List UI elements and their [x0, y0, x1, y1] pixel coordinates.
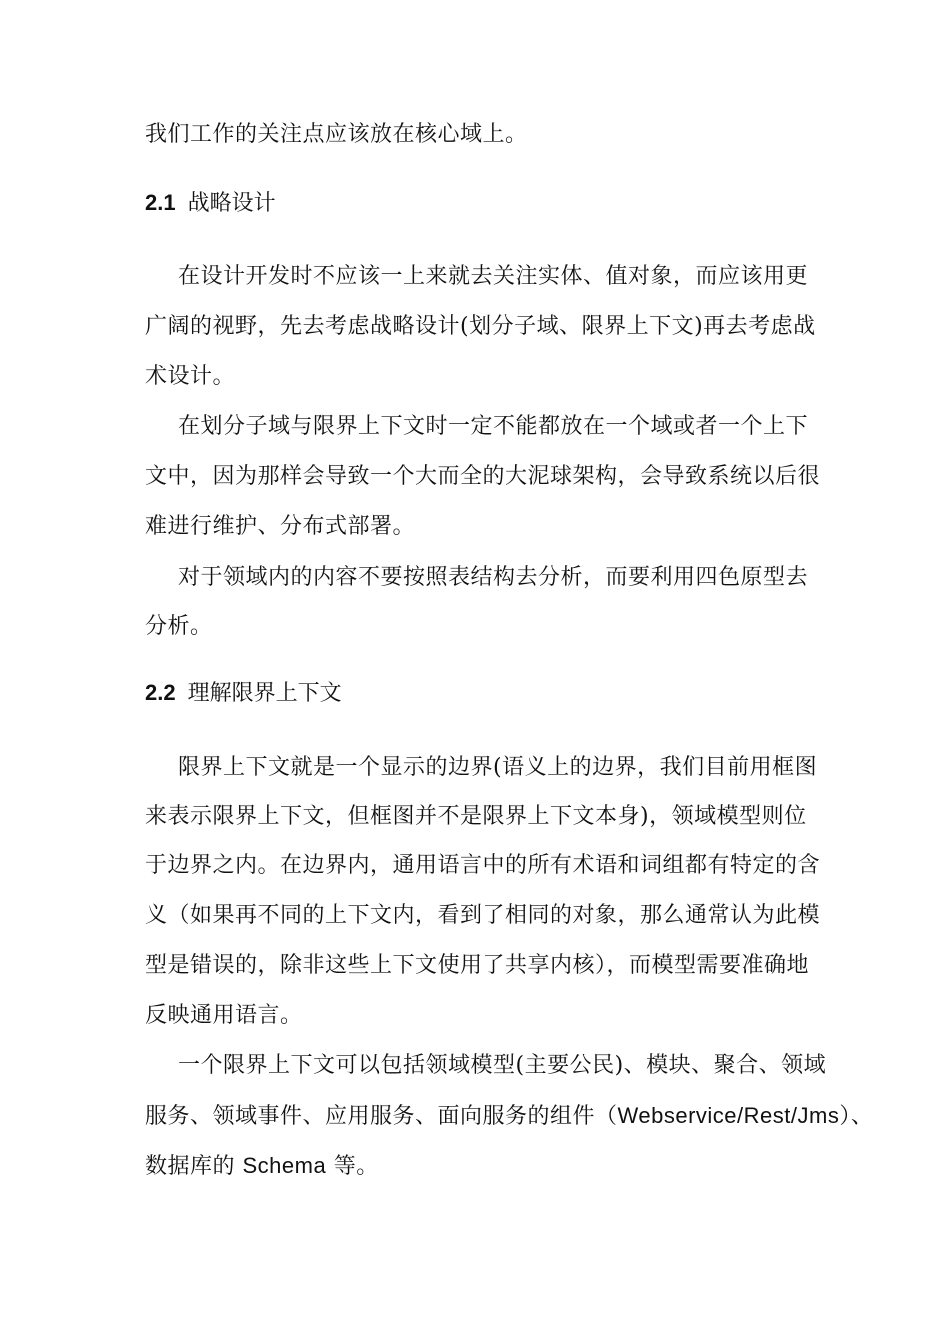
paragraph-line: 义（如果再不同的上下文内，看到了相同的对象，那么通常认为此模 [145, 903, 821, 928]
paragraph-line: 文中，因为那样会导致一个大而全的大泥球架构，会导致系统以后很 [145, 464, 821, 489]
section-title: 理解限界上下文 [187, 681, 342, 706]
paragraph-line: 术设计。 [145, 364, 236, 389]
paragraph-line: 限界上下文就是一个显示的边界(语义上的边界，我们目前用框图 [178, 755, 818, 780]
paragraph-line: 在设计开发时不应该一上来就去关注实体、值对象，而应该用更 [178, 264, 809, 289]
paragraph-line: 于边界之内。在边界内，通用语言中的所有术语和词组都有特定的含 [145, 853, 821, 878]
section-heading-2-1 [145, 188, 276, 219]
text-run: 数据库的 [145, 1154, 243, 1179]
text-run: 服务、领域事件、应用服务、面向服务的组件（ [145, 1104, 618, 1129]
section-number: 2.2 [145, 680, 176, 705]
section-title: 战略设计 [187, 191, 276, 216]
text-run: Webservice/Rest/Jms [617, 1103, 840, 1128]
paragraph-line: 难进行维护、分布式部署。 [145, 514, 416, 539]
paragraph-line: 一个限界上下文可以包括领域模型(主要公民)、模块、聚合、领域 [178, 1053, 827, 1078]
paragraph-line: 广阔的视野，先去考虑战略设计(划分子域、限界上下文)再去考虑战 [145, 314, 816, 339]
paragraph-line: 型是错误的，除非这些上下文使用了共享内核），而模型需要准确地 [145, 953, 810, 978]
paragraph-line [145, 1101, 873, 1132]
paragraph-line: 对于领域内的内容不要按照表结构去分析，而要利用四色原型去 [178, 565, 809, 590]
paragraph-line: 来表示限界上下文，但框图并不是限界上下文本身)，领域模型则位 [145, 804, 807, 829]
section-heading-2-2 [145, 678, 342, 709]
paragraph-line: 我们工作的关注点应该放在核心域上。 [145, 122, 528, 147]
text-run: 等。 [326, 1154, 379, 1179]
text-run: ）、 [839, 1104, 874, 1129]
section-number: 2.1 [145, 190, 176, 215]
paragraph-line [145, 1151, 379, 1182]
paragraph-line: 反映通用语言。 [145, 1003, 303, 1028]
paragraph-line: 在划分子域与限界上下文时一定不能都放在一个域或者一个上下 [178, 414, 809, 439]
paragraph-line: 分析。 [145, 614, 213, 639]
text-run: Schema [242, 1153, 327, 1178]
